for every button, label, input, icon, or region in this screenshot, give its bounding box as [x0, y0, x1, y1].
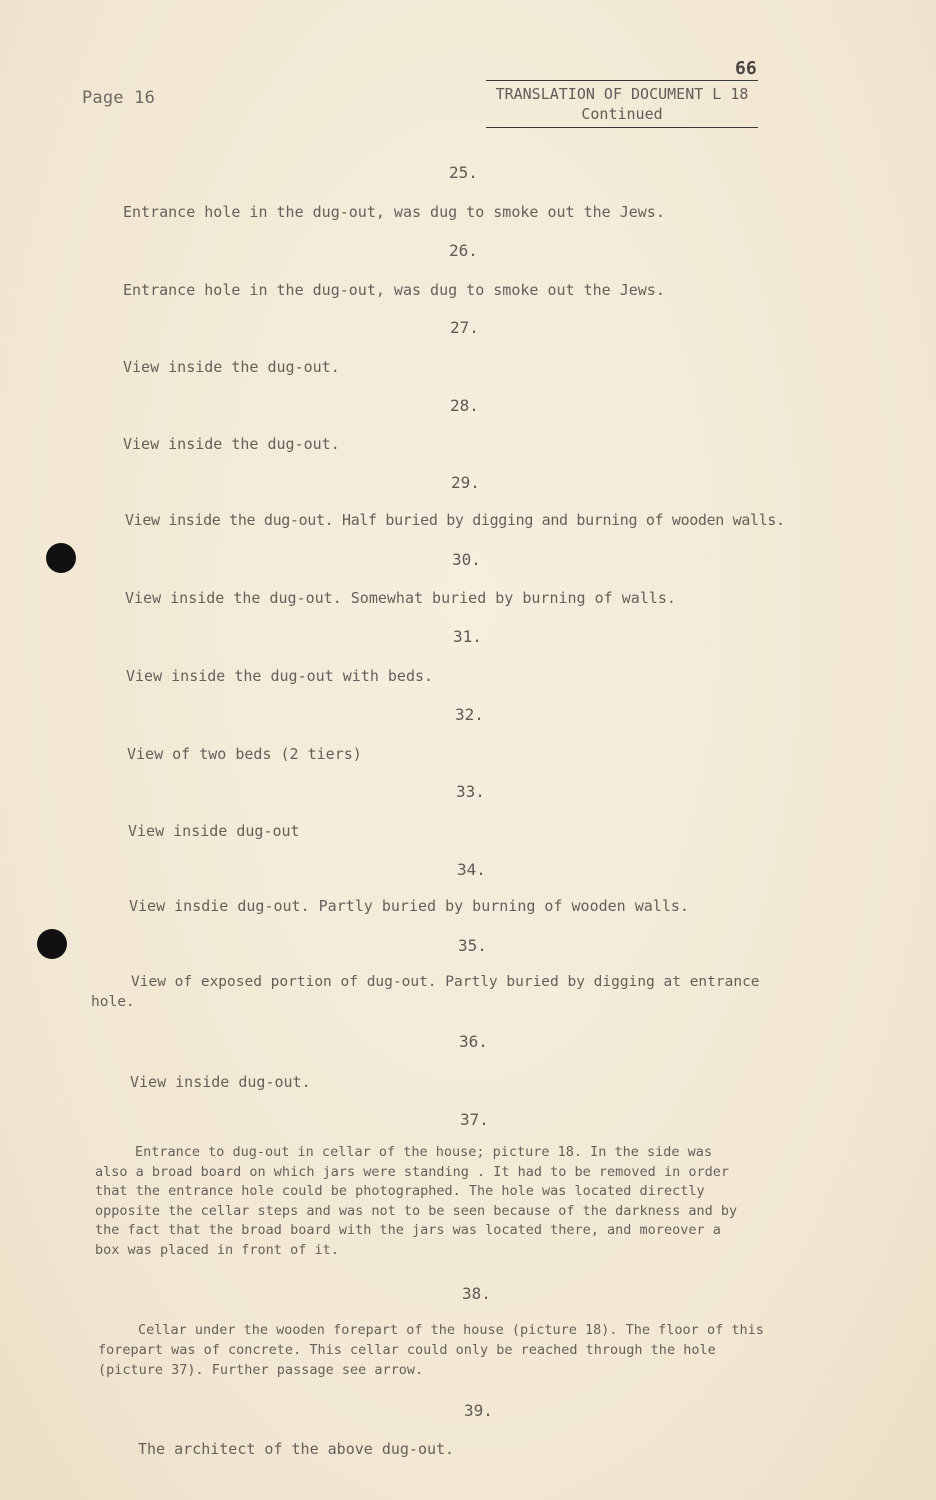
entry-caption: Cellar under the wooden forepart of the house (picture 18). The floor of this forepart was of concrete. This cellar could only be reached through the hole (picture 37). Further passage see arrow.: [98, 1322, 764, 1378]
entry-caption: View inside the dug-out.: [123, 358, 340, 376]
punch-hole-icon: [46, 543, 76, 573]
heading-subtitle: Continued: [581, 105, 663, 123]
entry-caption: Entrance to dug-out in cellar of the house; picture 18. In the side was also a broad board on which jars were standing . It had to be removed in order that the entrance hole could be photographed. The hole was located directly opposite the cellar steps and was not to be seen because of the darkness and by the fact that the broad board with the jars was located there, and moreover a box was placed in front of it.: [95, 1144, 738, 1258]
entry-number: 28.: [450, 396, 479, 415]
entry-caption: View inside the dug-out with beds.: [126, 667, 434, 685]
entry-number: 27.: [450, 318, 479, 337]
entry-number: 35.: [458, 936, 487, 955]
document-heading: [486, 80, 758, 128]
entry-number: 31.: [453, 627, 482, 646]
heading-title: TRANSLATION OF DOCUMENT L 18: [495, 85, 749, 103]
entry-number: 38.: [462, 1284, 491, 1303]
entry-number: 26.: [449, 241, 478, 260]
entry-number: 33.: [456, 782, 485, 801]
entry-caption: View inside dug-out: [128, 822, 300, 840]
entry-number: 37.: [460, 1110, 489, 1129]
punch-hole-icon: [37, 929, 67, 959]
entry-number: 29.: [451, 473, 480, 492]
entry-number: 30.: [452, 550, 481, 569]
entry-caption: The architect of the above dug-out.: [138, 1440, 455, 1458]
heading-bottom-rule: [486, 127, 758, 128]
page-number-label: Page 16: [82, 88, 156, 108]
entry-number: 39.: [464, 1401, 493, 1420]
entry-caption: View insdie dug-out. Partly buried by burning of wooden walls.: [129, 897, 689, 915]
entry-caption: View inside the dug-out. Somewhat buried by burning of walls.: [125, 589, 676, 607]
heading-top-rule: [486, 80, 758, 81]
entry-caption: View of two beds (2 tiers): [127, 745, 362, 763]
entry-number: 32.: [455, 705, 484, 724]
entry-number: 25.: [449, 163, 478, 182]
entry-caption: View inside the dug-out.: [123, 435, 340, 453]
entry-caption: View inside dug-out.: [130, 1073, 311, 1091]
entry-number: 36.: [459, 1032, 488, 1051]
entry-number: 34.: [457, 860, 486, 879]
handwritten-page-mark: 66: [735, 58, 757, 79]
entry-caption: View of exposed portion of dug-out. Partly buried by digging at entrance hole.: [91, 974, 760, 1010]
entry-caption: View inside the dug-out. Half buried by digging and burning of wooden walls.: [125, 511, 785, 529]
entry-caption: Entrance hole in the dug-out, was dug to smoke out the Jews.: [123, 281, 665, 299]
entry-caption: Entrance hole in the dug-out, was dug to smoke out the Jews.: [123, 203, 665, 221]
